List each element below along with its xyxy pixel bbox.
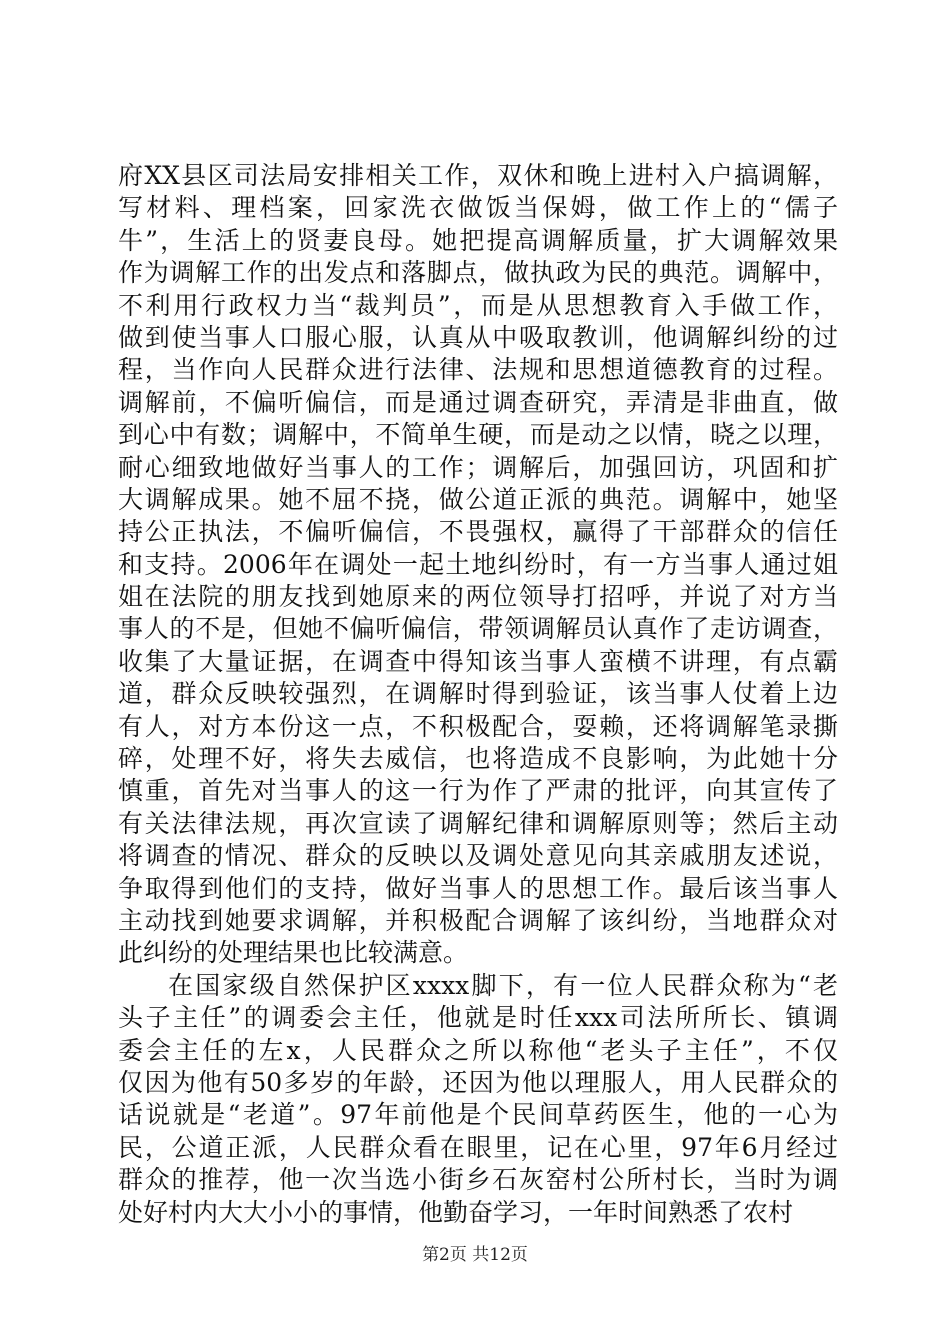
text-line: 群众的推荐，他一次当选小街乡石灰窑村公所村长，当时为调	[118, 1165, 838, 1195]
text-line: 作为调解工作的出发点和落脚点，做执政为民的典范。调解中，	[118, 258, 838, 288]
text-line: 此纠纷的处理结果也比较满意。	[118, 938, 469, 968]
text-line: 争取得到他们的支持，做好当事人的思想工作。最后该当事人	[118, 873, 838, 903]
text-line: 民，公道正派，人民群众看在眼里，记在心里，97年6月经过	[118, 1132, 838, 1162]
text-line: 有关法律法规，再次宣读了调解纪律和调解原则等；然后主动	[118, 808, 838, 838]
text-line: 慎重，首先对当事人的这一行为作了严肃的批评，向其宣传了	[118, 776, 838, 806]
paragraph	[118, 970, 838, 1229]
text-line: 道，群众反映较强烈，在调解时得到验证，该当事人仗着上边	[118, 679, 838, 709]
paragraph	[118, 160, 838, 970]
text-line: 姐在法院的朋友找到她原来的两位领导打招呼，并说了对方当	[118, 582, 838, 612]
text-line: 和支持。2006年在调处一起土地纠纷时，有一方当事人通过姐	[118, 549, 838, 579]
text-line: 到心中有数；调解中，不简单生硬，而是动之以情，晓之以理，	[118, 420, 838, 450]
text-line: 有人，对方本份这一点，不积极配合，耍赖，还将调解笔录撕	[118, 711, 838, 741]
text-line: 事人的不是，但她不偏听偏信，带领调解员认真作了走访调查，	[118, 614, 838, 644]
text-line: 写材料、理档案，回家洗衣做饭当保姆，做工作上的“儒子	[118, 193, 838, 223]
text-line: 处好村内大大小小的事情，他勤奋学习，一年时间熟悉了农村	[118, 1197, 794, 1227]
text-line: 收集了大量证据，在调查中得知该当事人蛮横不讲理，有点霸	[118, 646, 838, 676]
text-line: 不利用行政权力当“裁判员”，而是从思想教育入手做工作，	[118, 290, 838, 320]
text-line: 做到使当事人口服心服，认真从中吸取教训，他调解纠纷的过	[118, 322, 838, 352]
text-line: 委会主任的左x，人民群众之所以称他“老头子主任”，不仅	[118, 1035, 838, 1065]
text-line: 调解前，不偏听偏信，而是通过调查研究，弄清是非曲直，做	[118, 387, 838, 417]
body-text	[118, 160, 838, 1229]
text-line: 主动找到她要求调解，并积极配合调解了该纠纷，当地群众对	[118, 905, 838, 935]
text-line: 将调查的情况、群众的反映以及调处意见向其亲戚朋友述说，	[118, 841, 838, 871]
text-line: 头子主任”的调委会主任，他就是时任xxx司法所所长、镇调	[118, 1003, 838, 1033]
page-footer: 第2页 共12页	[422, 1245, 528, 1265]
text-line: 在国家级自然保护区xxxx脚下，有一位人民群众称为“老	[168, 970, 838, 1000]
text-line: 持公正执法，不偏听偏信，不畏强权，赢得了干部群众的信任	[118, 517, 838, 547]
text-line: 程，当作向人民群众进行法律、法规和思想道德教育的过程。	[118, 355, 838, 385]
text-line: 仅因为他有50多岁的年龄，还因为他以理服人，用人民群众的	[118, 1067, 838, 1097]
text-line: 耐心细致地做好当事人的工作；调解后，加强回访，巩固和扩	[118, 452, 838, 482]
text-line: 话说就是“老道”。97年前他是个民间草药医生，他的一心为	[118, 1100, 838, 1130]
text-line: 府XX县区司法局安排相关工作，双休和晚上进村入户搞调解，	[118, 161, 838, 190]
text-line: 大调解成果。她不屈不挠，做公道正派的典范。调解中，她坚	[118, 484, 838, 514]
text-line: 牛”，生活上的贤妻良母。她把提高调解质量，扩大调解效果	[118, 225, 838, 255]
text-line: 碎，处理不好，将失去威信，也将造成不良影响，为此她十分	[118, 744, 838, 774]
